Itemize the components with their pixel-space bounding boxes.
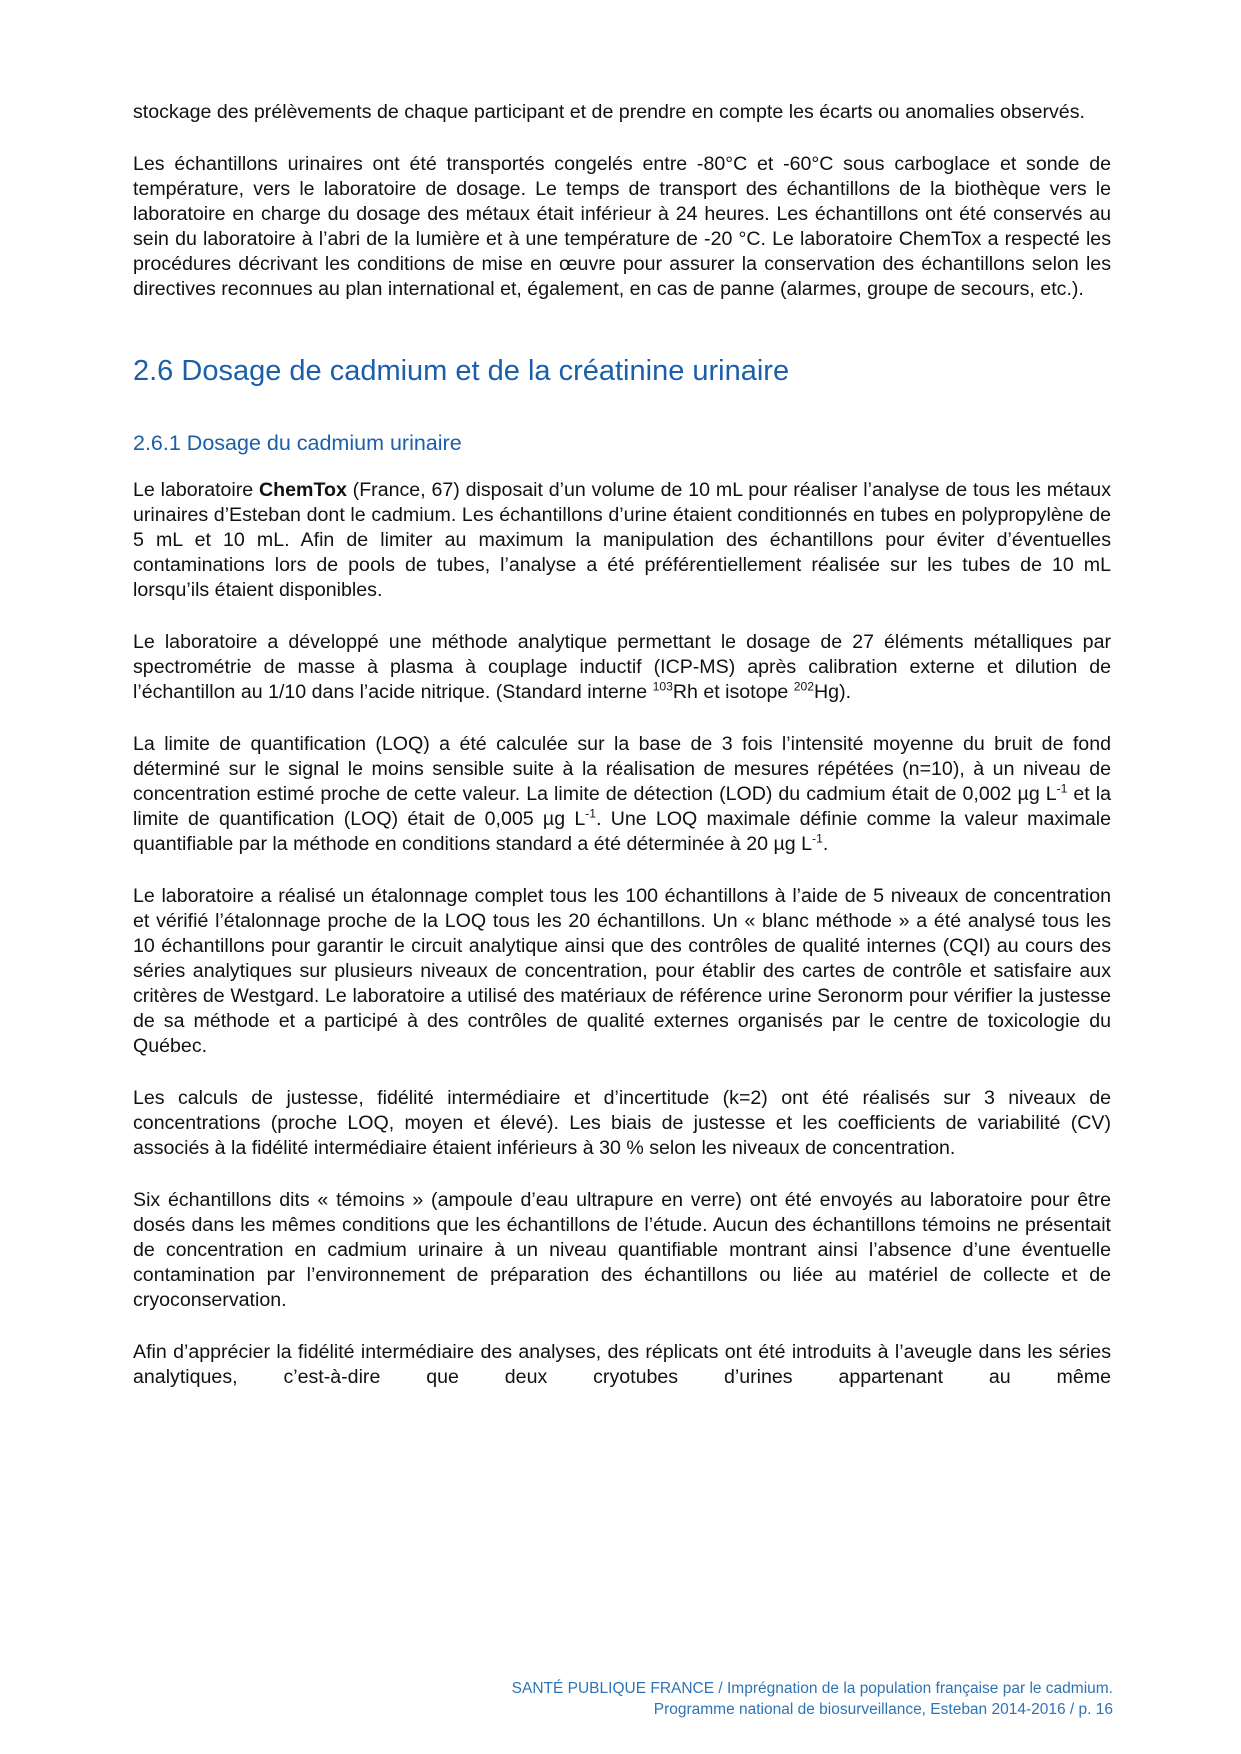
paragraph-storage-continuation: stockage des prélèvements de chaque participant et de prendre en compte les écarts ou anomalies observés. [133, 101, 1085, 123]
paragraph-transport-conditions: Les échantillons urinaires ont été transportés congelés entre -80°C et -60°C sous carboglace et sonde de température, vers le laboratoire de dosage. Le temps de transport des échantillons de la biothèque vers le laboratoire en charge du dosage des métaux était inférieur à 24 heures. Les échantillons ont été conservés au sein du laboratoire à l’abri de la lumière et à une température de -20 °C. Le laboratoire ChemTox a respecté les procédures décrivant les conditions de mise en œuvre pour assurer la conservation des échantillons selon les directives reconnues au plan international et, également, en cas de panne (alarmes, groupe de secours, etc.). [133, 153, 1111, 300]
paragraph-temoins: Six échantillons dits « témoins » (ampoule d’eau ultrapure en verre) ont été envoyés au laboratoire pour être dosés dans les mêmes conditions que les échantillons de l’étude. Aucun des échantillons témoins ne présentait de concentration en cadmium urinaire à un niveau quantifiable montrant ainsi l’absence d’une éventuelle contamination par l’environnement de préparation des échantillons ou liée au matériel de collecte et de cryoconservation. [133, 1189, 1111, 1311]
paragraph-chemtox-lab: Le laboratoire ChemTox (France, 67) disposait d’un volume de 10 mL pour réaliser l’analyse de tous les métaux urinaires d’Esteban dont le cadmium. Les échantillons d’urine étaient conditionnés en tubes en polypropylène de 5 mL et 10 mL. Afin de limiter au maximum la manipulation des échantillons pour éviter d’éventuelles contaminations lors de pools de tubes, l’analyse a été préférentiellement réalisée sur les tubes de 10 mL lorsqu’ils étaient disponibles. [133, 479, 1111, 601]
paragraph-calibration-qc: Le laboratoire a réalisé un étalonnage complet tous les 100 échantillons à l’aide de 5 niveaux de concentration et vérifié l’étalonnage proche de la LOQ tous les 20 échantillons. Un « blanc méthode » a été analysé tous les 10 échantillons pour garantir le circuit analytique ainsi que des contrôles de qualité internes (CQI) au cours des séries analytiques sur plusieurs niveaux de concentration, pour établir des cartes de contrôle et satisfaire aux critères de Westgard. Le laboratoire a utilisé des matériaux de référence urine Seronorm pour vérifier la justesse de sa méthode et a participé à des contrôles de qualité externes organisés par le centre de toxicologie du Québec. [133, 885, 1111, 1057]
page-footer [512, 1678, 1113, 1720]
paragraph-loq-lod: La limite de quantification (LOQ) a été calculée sur la base de 3 fois l’intensité moyenne du bruit de fond déterminé sur le signal le moins sensible suite à la réalisation de mesures répétées (n=10), à un niveau de concentration estimé proche de cette valeur. La limite de détection (LOD) du cadmium était de 0,002 µg $L^{-1}$ et la limite de quantification (LOQ) était de 0,005 µg $L^{-1}$. Une LOQ maximale définie comme la valeur maximale quantifiable par la méthode en conditions standard a été déterminée à 20 µg $L^{-1}$. [133, 733, 1111, 855]
paragraph-justesse-cv: Les calculs de justesse, fidélité intermédiaire et d’incertitude (k=2) ont été réalisés sur 3 niveaux de concentrations (proche LOQ, moyen et élevé). Les biais de justesse et les coefficients de variabilité (CV) associés à la fidélité intermédiaire étaient inférieurs à 30 % selon les niveaux de concentration. [133, 1087, 1111, 1159]
paragraph-icpms-method: Le laboratoire a développé une méthode analytique permettant le dosage de 27 éléments métalliques par spectrométrie de masse à plasma à couplage inductif (ICP-MS) après calibration externe et dilution de l’échantillon au 1/10 dans l’acide nitrique. (Standard interne $^{103}$Rh et isotope $^{202}$Hg). [133, 631, 1111, 703]
footer-line-1: SANTÉ PUBLIQUE FRANCE / Imprégnation de la population française par le cadmium. [511, 1680, 1113, 1697]
paragraph-replicats: Afin d’apprécier la fidélité intermédiaire des analyses, des réplicats ont été introduits à l’aveugle dans les séries analytiques, c’est-à-dire que deux cryotubes d’urines appartenant au même [133, 1341, 1111, 1388]
section-heading-2-6: 2.6 Dosage de cadmium et de la créatinine urinaire [133, 355, 790, 387]
document-content [133, 100, 1111, 1390]
footer-line-2: Programme national de biosurveillance, Esteban 2014-2016 / p. 16 [653, 1701, 1113, 1718]
subsection-heading-2-6-1: 2.6.1 Dosage du cadmium urinaire [133, 431, 462, 455]
